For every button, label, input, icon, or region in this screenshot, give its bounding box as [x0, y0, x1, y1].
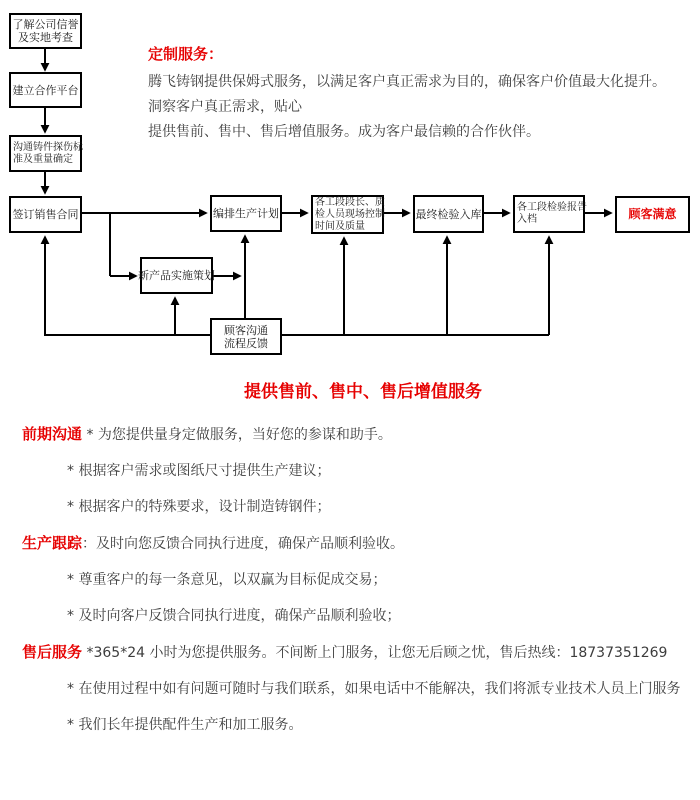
- flow-node-contract: [9, 196, 82, 233]
- node-label: 检人员现场控制: [315, 208, 385, 220]
- custom-service-line: 洞察客户真正需求，贴心: [148, 99, 302, 115]
- node-label: 最终检验入库: [415, 207, 482, 221]
- section-intro: ：及时向您反馈合同执行进度，确保产品顺利验收。: [82, 536, 405, 552]
- flow-node-production-plan: [210, 195, 282, 232]
- section-head: [22, 642, 700, 663]
- section-bullet: * 及时向客户反馈合同执行进度，确保产品顺利验收；: [67, 608, 401, 624]
- section-label: 售后服务: [22, 643, 83, 661]
- section-intro: * 为您提供量身定做服务，当好您的参谋和助手。: [82, 427, 392, 443]
- section-bullet: * 根据客户需求或图纸尺寸提供生产建议；: [67, 463, 331, 479]
- flow-node-standards: [9, 135, 82, 172]
- section-intro: *365*24 小时为您提供服务。不间断上门服务，让您无后顾之忧，售后热线：18737351269: [82, 645, 668, 661]
- flow-node-company-inspect: [9, 13, 82, 49]
- node-label: 了解公司信誉: [12, 18, 79, 31]
- section-pre-sale: [0, 424, 700, 517]
- node-label: 准及重量确定: [13, 153, 73, 165]
- node-label: 新产品实施策划: [138, 269, 215, 282]
- section-after-sale: [0, 642, 700, 735]
- custom-service-block: [148, 44, 700, 145]
- flow-node-inspection-report: [513, 195, 585, 233]
- node-label: 时间及质量: [315, 220, 365, 232]
- flow-node-feedback: [210, 318, 282, 355]
- section-label: 生产跟踪: [22, 534, 83, 552]
- custom-service-line: 提供售前、售中、售后增值服务。成为客户最信赖的合作伙伴。: [148, 124, 540, 140]
- node-label: 沟通铸件探伤标: [13, 141, 83, 153]
- custom-service-line: 腾飞铸钢提供保姆式服务，以满足客户真正需求为目的，确保客户价值最大化提升。: [148, 74, 666, 90]
- node-label: 流程反馈: [224, 336, 268, 350]
- process-flowchart: [0, 0, 700, 362]
- flow-node-new-product: [140, 257, 213, 294]
- custom-service-title: 定制服务：: [148, 45, 224, 63]
- section-label: 前期沟通: [22, 425, 83, 443]
- flow-node-final-inspection: [413, 195, 484, 233]
- section-head: [22, 424, 700, 445]
- flow-node-site-control: [311, 195, 384, 234]
- section-bullet: * 根据客户的特殊要求，设计制造铸钢件；: [67, 499, 331, 515]
- node-label: 顾客沟通: [224, 323, 268, 337]
- section-bullet: * 我们长年提供配件生产和加工服务。: [67, 717, 303, 733]
- node-label: 编排生产计划: [213, 207, 279, 220]
- flow-node-platform: [9, 72, 82, 108]
- node-label: 顾客满意: [628, 207, 677, 221]
- flow-node-satisfaction: [615, 196, 690, 233]
- section-production-tracking: [0, 533, 700, 626]
- section-bullet: * 尊重客户的每一条意见，以双赢为目标促成交易；: [67, 572, 387, 588]
- node-label: 建立合作平台: [12, 83, 79, 97]
- node-label: 入档: [517, 214, 537, 225]
- section-head: [22, 533, 700, 554]
- node-label: 及实地考查: [18, 31, 73, 44]
- services-heading: 提供售前、售中、售后增值服务: [244, 382, 482, 402]
- section-bullet: * 在使用过程中如有问题可随时与我们联系，如果电话中不能解决，我们将派专业技术人员上门服务: [67, 681, 681, 697]
- value-added-services: [0, 382, 700, 735]
- node-label: 各工段段长、质: [315, 196, 385, 208]
- node-label: 签订销售合同: [12, 208, 79, 221]
- node-label: 各工段检验报告: [517, 202, 587, 213]
